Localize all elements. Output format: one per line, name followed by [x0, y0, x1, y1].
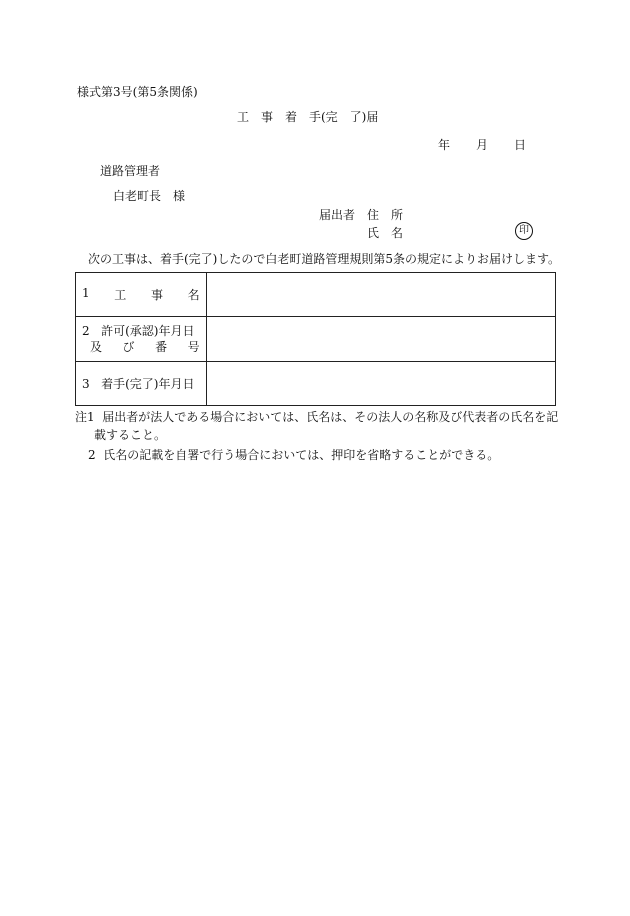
- row-number: 2: [82, 324, 90, 338]
- info-table: [75, 272, 556, 406]
- label-char: び: [122, 340, 135, 354]
- document-title: 工 事 着 手(完 了)届: [237, 110, 379, 124]
- permit-date-field[interactable]: [206, 317, 555, 362]
- table-row: [76, 362, 556, 406]
- note-1: [75, 408, 558, 425]
- row-number: 3: [82, 377, 90, 391]
- note-2-prefix: 2: [88, 448, 96, 462]
- filer-name-label: 氏 名: [367, 226, 404, 240]
- label-char: 及: [90, 340, 103, 354]
- row-number: 1: [82, 286, 90, 300]
- row-label-permit-date: [76, 317, 207, 362]
- seal-mark-icon: 印: [515, 222, 533, 240]
- note-1-prefix: 注1: [75, 410, 95, 424]
- permit-date-label: 許可(承認)年月日: [101, 324, 195, 338]
- table-row: [76, 273, 556, 317]
- filer-address-label: 届出者 住 所: [319, 208, 404, 222]
- date-line: [438, 136, 526, 153]
- label-char: 工: [114, 288, 127, 302]
- note-2: [88, 446, 499, 463]
- date-month-label: 月: [476, 138, 489, 152]
- row-label-start-date: [76, 362, 207, 406]
- addressee: 道路管理者: [100, 164, 161, 178]
- label-char: 号: [187, 340, 200, 354]
- label-char: 番: [155, 340, 168, 354]
- table-row: [76, 317, 556, 362]
- label-char: 名: [187, 288, 200, 302]
- row-label-construction-name: [76, 273, 207, 317]
- construction-name-field[interactable]: [206, 273, 555, 317]
- recipient: 白老町長 様: [113, 189, 186, 203]
- note-1-line1: 届出者が法人である場合においては、氏名は、その法人の名称及び代表者の氏名を記: [102, 410, 559, 424]
- date-year-label: 年: [438, 138, 451, 152]
- start-date-field[interactable]: [206, 362, 555, 406]
- start-date-label: 着手(完了)年月日: [101, 377, 195, 391]
- body-text: 次の工事は、着手(完了)したので白老町道路管理規則第5条の規定によりお届けします。: [88, 252, 561, 266]
- date-day-label: 日: [514, 138, 527, 152]
- note-1-line2: 載すること。: [94, 428, 167, 442]
- note-2-text: 氏名の記載を自署で行う場合においては、押印を省略することができる。: [103, 448, 500, 462]
- form-number: 様式第3号(第5条関係): [77, 85, 198, 99]
- label-char: 事: [150, 288, 163, 302]
